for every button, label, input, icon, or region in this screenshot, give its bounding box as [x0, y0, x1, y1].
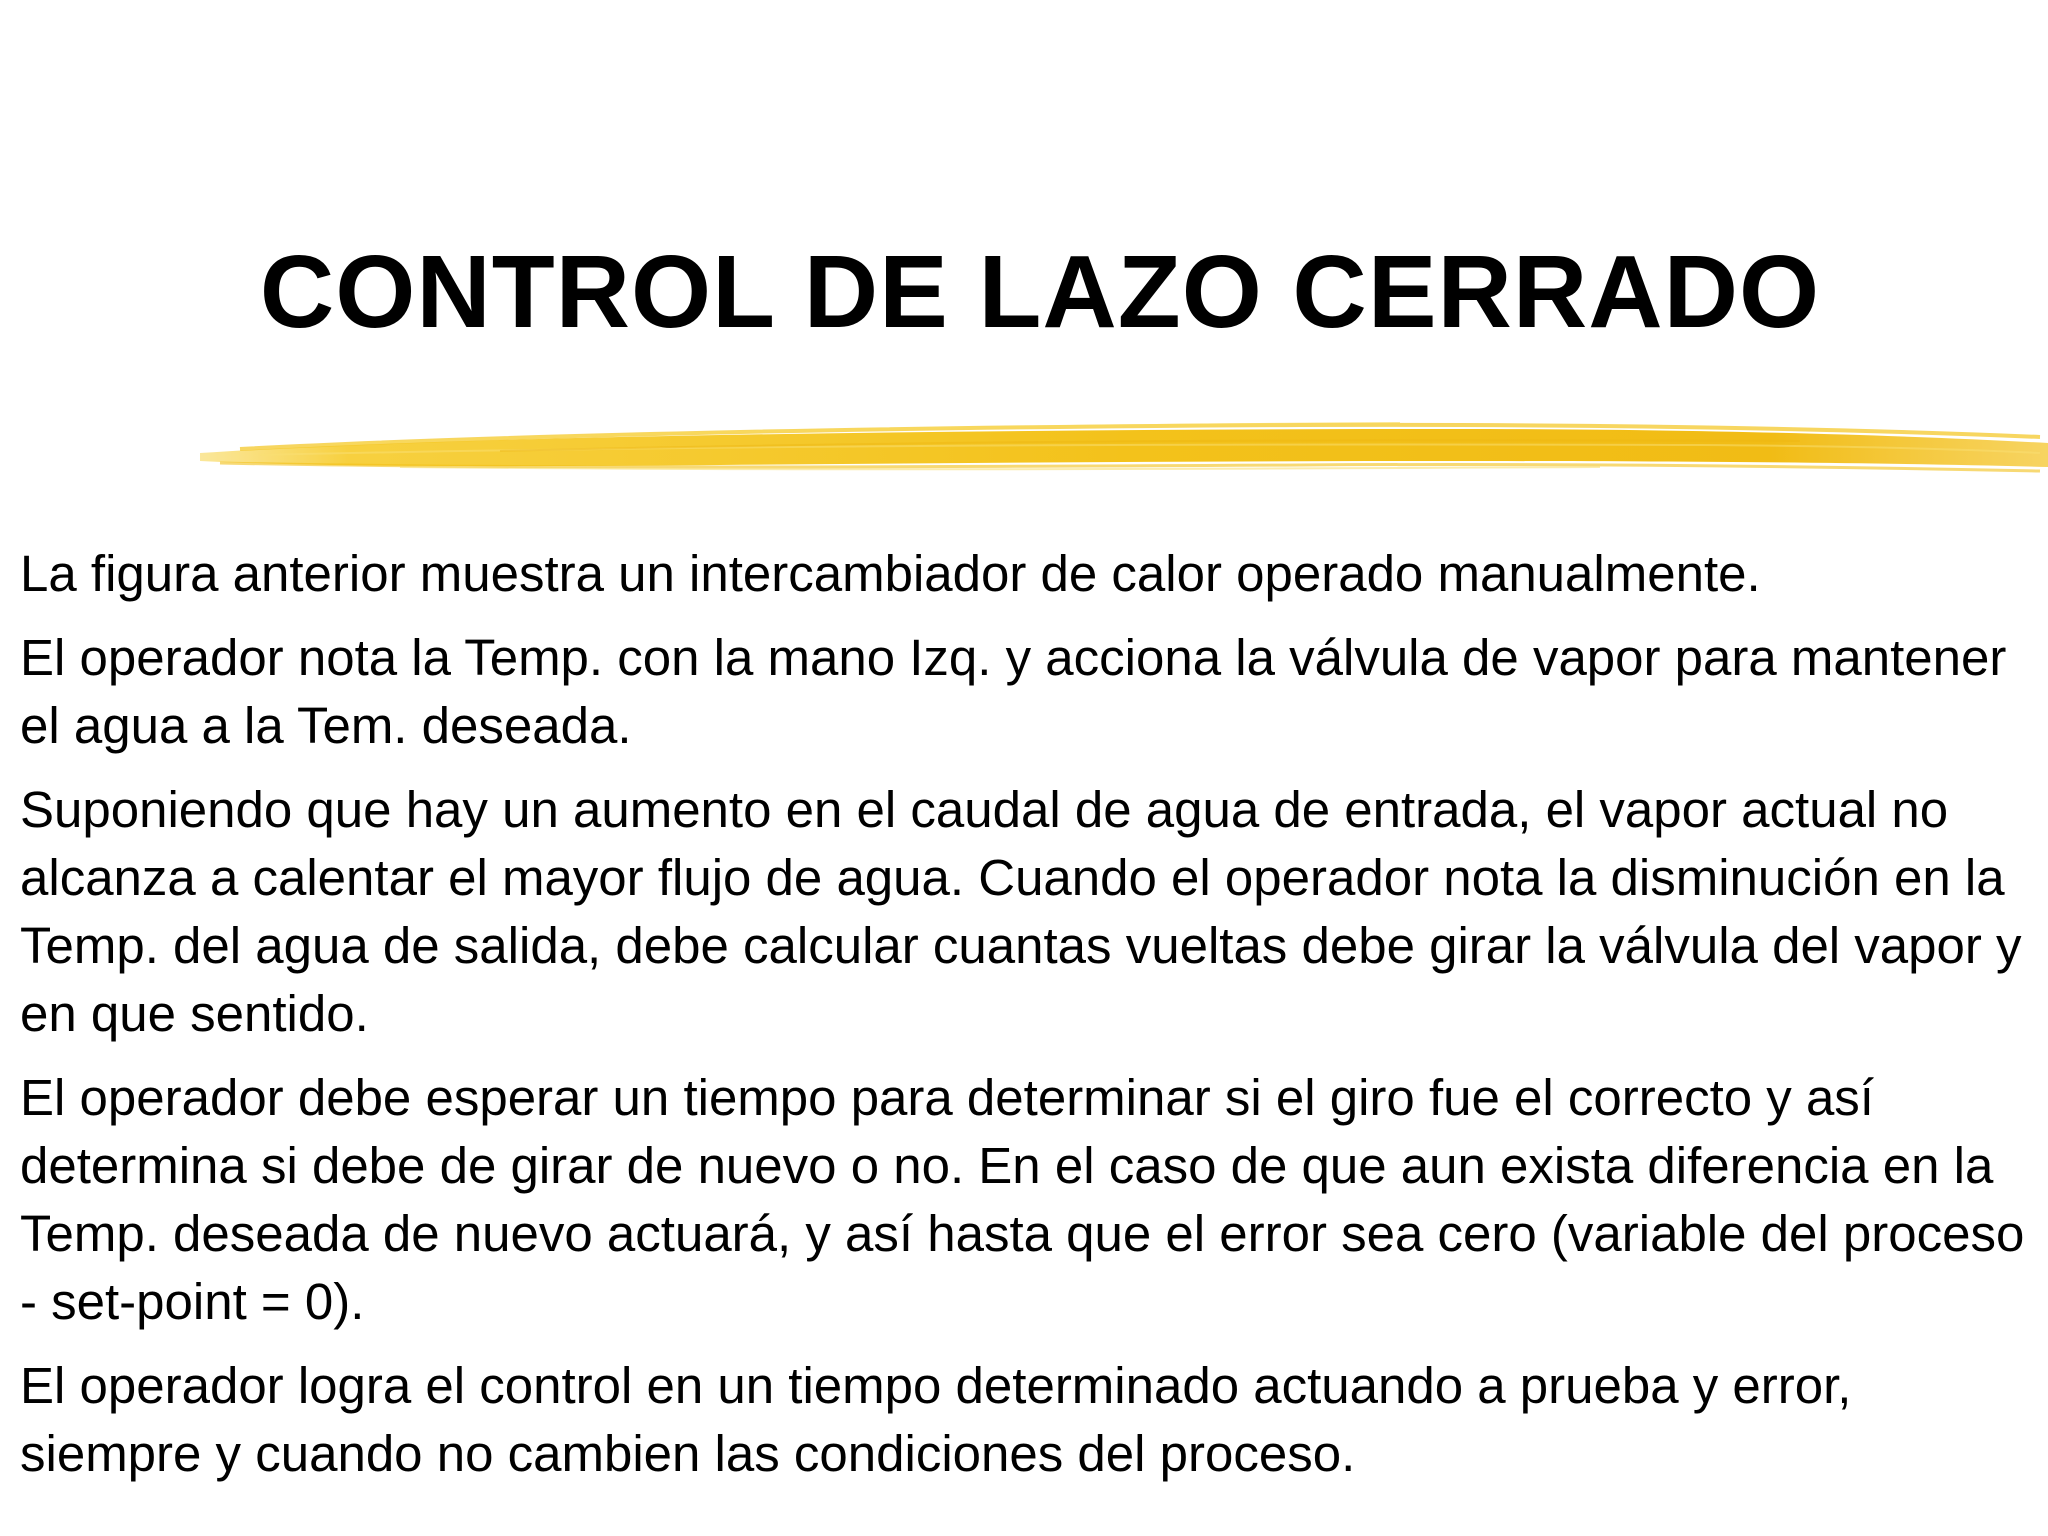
body-paragraph: El operador debe esperar un tiempo para determinar si el giro fue el correcto y así determina si debe de girar de nuevo o no. En el caso de que aun exista diferencia en la Temp. deseada de nuevo actuará, y así hasta que el error sea cero (variable del proceso - set-point = 0). [20, 1069, 2025, 1330]
yellow-brush-stroke [200, 405, 2048, 485]
body-paragraph: El operador logra el control en un tiempo determinado actuando a prueba y error, siempre y cuando no cambien las condiciones del proceso. [20, 1357, 1852, 1482]
slide-body [20, 540, 2030, 1504]
slide-title: CONTROL DE LAZO CERRADO [259, 234, 1821, 349]
body-paragraph: Suponiendo que hay un aumento en el caudal de agua de entrada, el vapor actual no alcanza a calentar el mayor flujo de agua. Cuando el operador nota la disminución en la Temp. del agua de salida, debe calcular cuantas vueltas debe girar la válvula del vapor y en que sentido. [20, 781, 2022, 1042]
body-paragraph: La figura anterior muestra un intercambiador de calor operado manualmente. [20, 545, 1761, 602]
body-paragraph: El operador nota la Temp. con la mano Izq. y acciona la válvula de vapor para mantener el agua a la Tem. deseada. [20, 629, 2007, 754]
